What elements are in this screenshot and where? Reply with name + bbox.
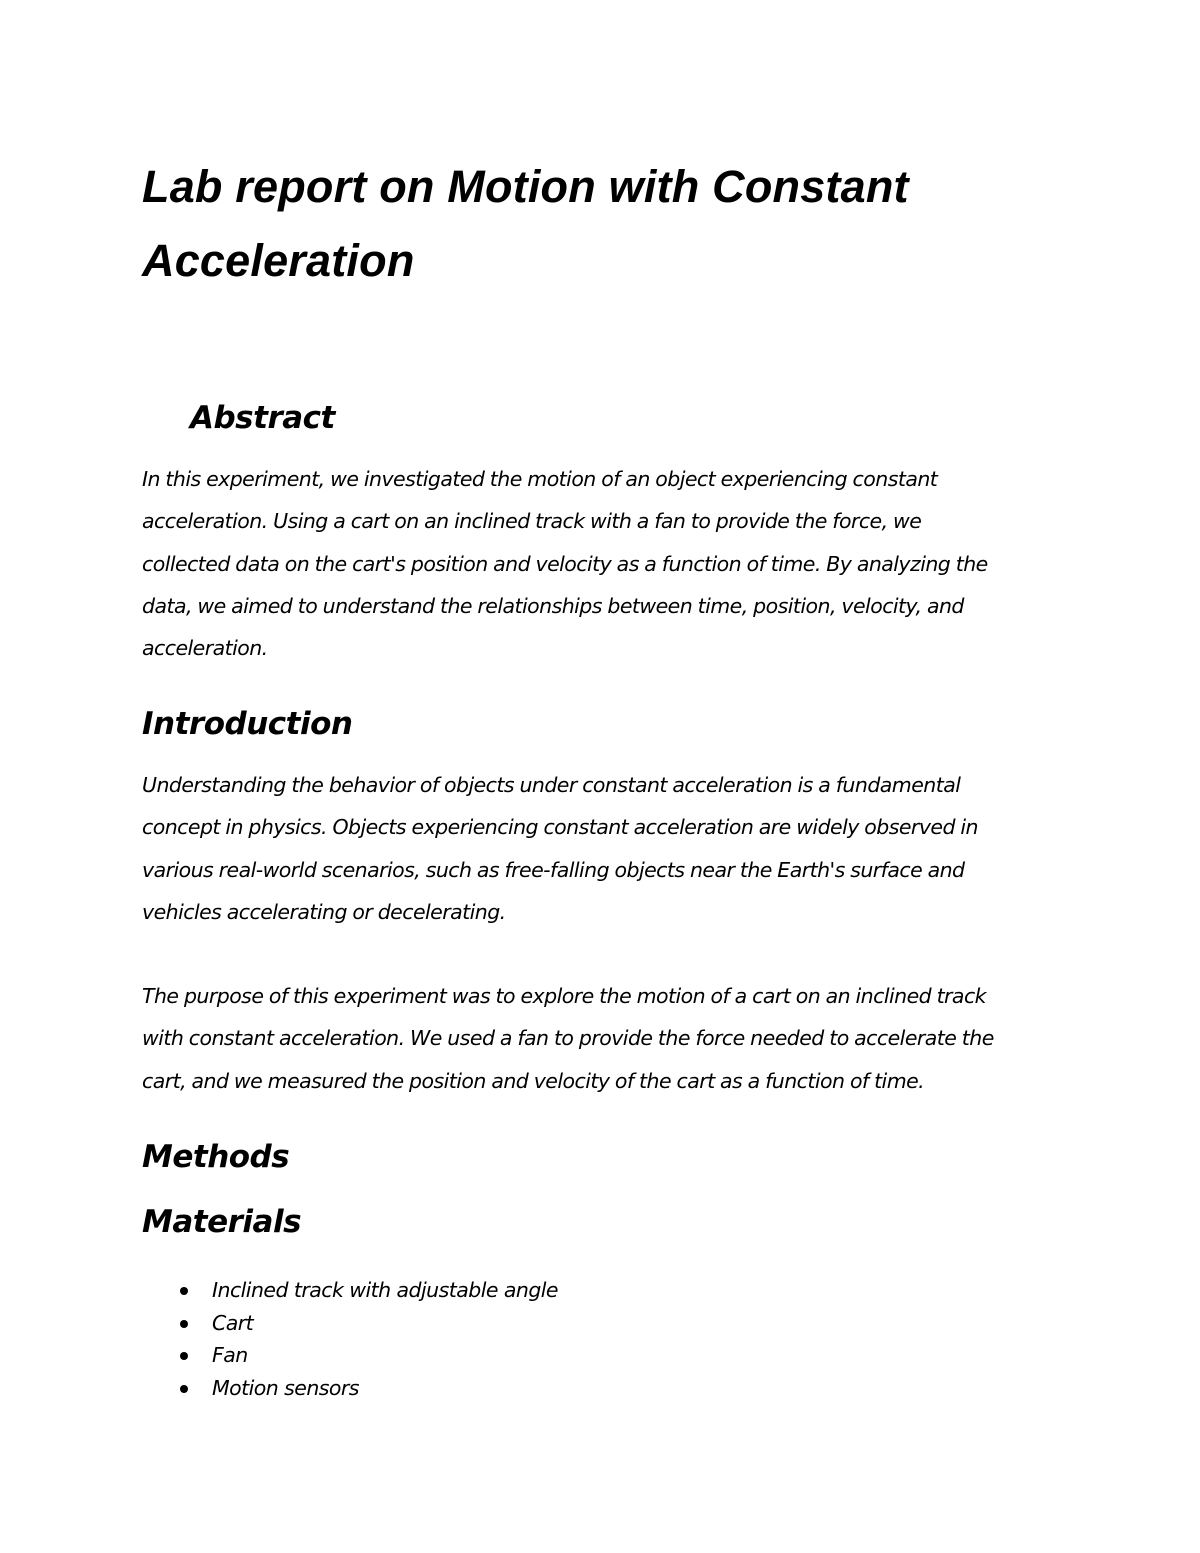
abstract-line: acceleration. Using a cart on an inclined track with a fan to provide the force, we <box>142 509 922 534</box>
introduction-line: vehicles accelerating or decelerating. <box>142 899 506 924</box>
bullet-dot-icon <box>180 1385 188 1393</box>
list-item-label: Inclined track with adjustable angle <box>212 1278 558 1302</box>
introduction-heading: Introduction <box>142 706 353 742</box>
introduction-line: with constant acceleration. We used a fan to provide the force needed to accelerate the <box>142 1026 994 1051</box>
abstract-heading: Abstract <box>190 400 335 436</box>
materials-heading: Materials <box>142 1204 302 1240</box>
bullet-dot-icon <box>180 1352 188 1360</box>
abstract-line: data, we aimed to understand the relationships between time, position, velocity, and <box>142 593 964 618</box>
introduction-line: Understanding the behavior of objects under constant acceleration is a fundamental <box>142 773 961 797</box>
introduction-line: cart, and we measured the position and velocity of the cart as a function of time. <box>142 1068 925 1093</box>
abstract-line: collected data on the cart's position and velocity as a function of time. By analyzing the <box>142 551 988 576</box>
list-item-label: Motion sensors <box>212 1375 359 1400</box>
introduction-line: various real-world scenarios, such as free-falling objects near the Earth's surface and <box>142 857 965 882</box>
list-item-label: Cart <box>212 1310 254 1335</box>
list-item <box>142 1307 558 1340</box>
bullet-dot-icon <box>180 1320 188 1328</box>
introduction-line: concept in physics. Objects experiencing constant acceleration are widely observed in <box>142 815 978 840</box>
document-title: Lab report on Motion with Constant Acceleration <box>142 161 909 286</box>
introduction-paragraph-2 <box>142 975 1062 1102</box>
bullet-dot-icon <box>180 1287 188 1295</box>
list-item <box>142 1274 558 1307</box>
abstract-line: acceleration. <box>142 636 268 661</box>
list-item <box>142 1339 558 1372</box>
list-item-label: Fan <box>212 1343 248 1367</box>
methods-heading: Methods <box>142 1139 290 1175</box>
list-item <box>142 1372 558 1405</box>
introduction-line: The purpose of this experiment was to explore the motion of a cart on an inclined track <box>142 984 986 1008</box>
abstract-paragraph <box>142 458 1062 669</box>
introduction-paragraph-1 <box>142 764 1062 933</box>
abstract-line: In this experiment, we investigated the motion of an object experiencing constant <box>142 467 938 491</box>
materials-list <box>142 1274 558 1404</box>
